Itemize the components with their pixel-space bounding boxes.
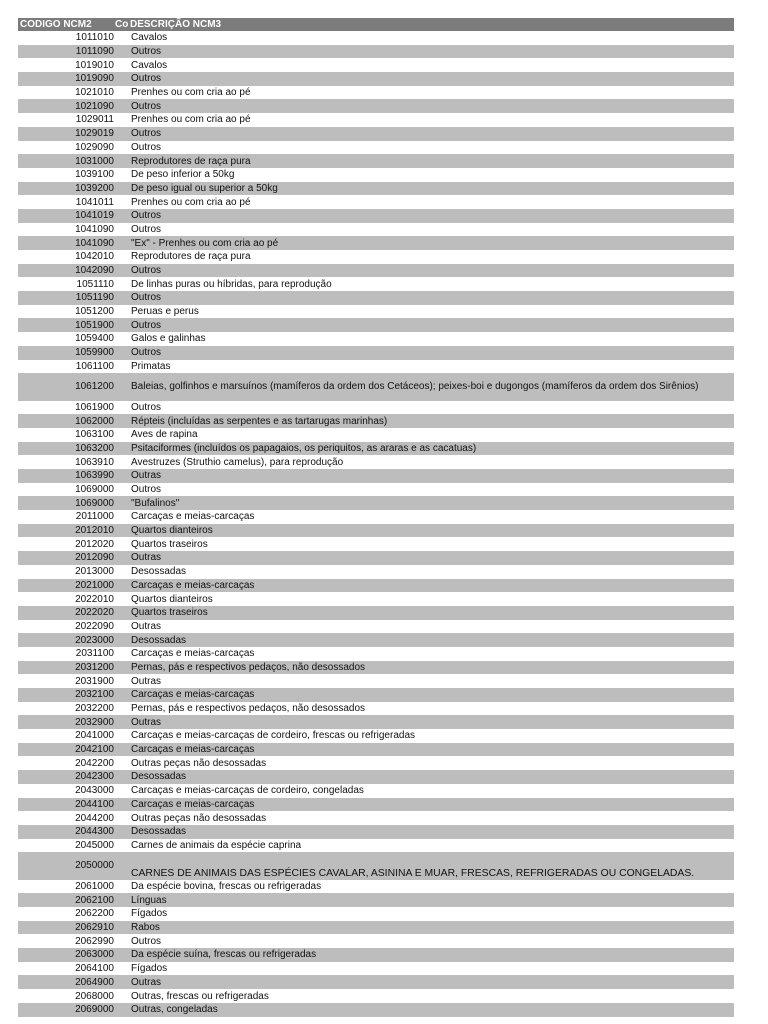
table-row <box>18 401 734 415</box>
description-cell: Outros <box>131 401 162 413</box>
description-cell: Outras, frescas ou refrigeradas <box>131 990 269 1002</box>
description-cell: Quartos dianteiros <box>131 525 213 537</box>
ncm-code-cell: 1069000 <box>75 484 114 496</box>
ncm-code-cell: 1063100 <box>75 429 114 441</box>
ncm-code-cell: 1019090 <box>75 73 114 85</box>
ncm-code-cell: 2062990 <box>75 935 114 947</box>
description-cell: Outros <box>131 100 162 112</box>
ncm-code-cell: 1019010 <box>75 59 114 71</box>
table-row <box>18 962 734 976</box>
table-row <box>18 442 734 456</box>
ncm-code-cell: 2041000 <box>75 730 114 742</box>
table-row <box>18 647 734 661</box>
description-cell: Carcaças e meias-carcaças de cordeiro, frescas ou refrigeradas <box>131 730 416 742</box>
ncm-code-cell: 2042100 <box>75 744 114 756</box>
ncm-code-cell: 1011090 <box>75 46 114 58</box>
ncm-code-cell: 2011000 <box>75 511 114 523</box>
description-cell: Baleias, golfinhos e marsuínos (mamíferos da ordem dos Cetáceos); peixes-boi e dugongos (mamíferos da ordem dos Sirênios) <box>131 381 699 393</box>
description-cell: Psitaciformes (incluídos os papagaios, os periquitos, as araras e as cacatuas) <box>131 442 477 454</box>
ncm-code-cell: 2012020 <box>75 538 114 550</box>
ncm-code-cell: 1042010 <box>75 251 114 263</box>
ncm-code-cell: 2062200 <box>75 908 114 920</box>
ncm-code-cell: 1041011 <box>75 196 114 208</box>
table-row <box>18 743 734 757</box>
description-cell: Reprodutores de raça pura <box>131 251 251 263</box>
table-row <box>18 469 734 483</box>
ncm-code-cell: 1021090 <box>75 100 114 112</box>
description-cell: Carcaças e meias-carcaças <box>131 579 255 591</box>
description-cell: Carcaças e meias-carcaças <box>131 798 255 810</box>
ncm-code-cell: 1051200 <box>75 306 114 318</box>
table-row <box>18 86 734 100</box>
ncm-code-cell: 1051190 <box>75 292 114 304</box>
table-row <box>18 565 734 579</box>
description-cell: Desossadas <box>131 566 187 578</box>
table-row <box>18 1003 734 1017</box>
table-row <box>18 360 734 374</box>
ncm-code-cell: 2043000 <box>75 785 114 797</box>
ncm-code-cell: 2042300 <box>75 771 114 783</box>
description-cell: Outros <box>131 223 162 235</box>
ncm-code-cell: 2064100 <box>75 963 114 975</box>
table-row <box>18 852 734 879</box>
ncm-code-cell: 2045000 <box>75 839 114 851</box>
description-cell: Prenhes ou com cria ao pé <box>131 114 251 126</box>
description-cell: Outras <box>131 675 162 687</box>
description-cell: Quartos dianteiros <box>131 593 213 605</box>
table-row <box>18 934 734 948</box>
description-cell: Da espécie suína, frescas ou refrigeradas <box>131 949 317 961</box>
ncm-code-cell: 1063990 <box>75 470 114 482</box>
table-row <box>18 250 734 264</box>
table-row <box>18 880 734 894</box>
description-cell: Quartos traseiros <box>131 607 208 619</box>
ncm-code-cell: 1011010 <box>75 32 114 44</box>
ncm-code-cell: 2022010 <box>75 593 114 605</box>
table-row <box>18 975 734 989</box>
ncm-code-cell: 1062000 <box>75 415 114 427</box>
table-row <box>18 141 734 155</box>
description-cell: "Bufalinos" <box>131 497 180 509</box>
table-row <box>18 127 734 141</box>
table-row <box>18 318 734 332</box>
description-cell: Outros <box>131 484 162 496</box>
table-row <box>18 948 734 962</box>
description-cell: Carcaças e meias-carcaças de cordeiro, congeladas <box>131 785 364 797</box>
description-cell: Outras, congeladas <box>131 1004 218 1016</box>
ncm-code-cell: 1069000 <box>75 497 114 509</box>
table-row <box>18 729 734 743</box>
description-cell: Prenhes ou com cria ao pé <box>131 87 251 99</box>
description-cell: Outras <box>131 552 162 564</box>
description-cell: CARNES DE ANIMAIS DAS ESPÉCIES CAVALAR, ASININA E MUAR, FRESCAS, REFRIGERADAS OU CONGELADAS. <box>131 867 695 879</box>
description-cell: Outras <box>131 620 162 632</box>
header-truncated-column: Co <box>115 19 129 30</box>
description-cell: Carnes de animais da espécie caprina <box>131 839 302 851</box>
ncm-code-cell: 2069000 <box>75 1004 114 1016</box>
table-row <box>18 414 734 428</box>
table-row <box>18 113 734 127</box>
ncm-code-cell: 2031100 <box>75 648 114 660</box>
description-cell: Fígados <box>131 963 168 975</box>
description-cell: Carcaças e meias-carcaças <box>131 648 255 660</box>
ncm-code-cell: 1061900 <box>75 401 114 413</box>
description-cell: Outras peças não desossadas <box>131 812 267 824</box>
description-cell: Outros <box>131 265 162 277</box>
table-row <box>18 839 734 853</box>
ncm-code-cell: 1042090 <box>75 265 114 277</box>
ncm-code-cell: 1051900 <box>75 319 114 331</box>
description-cell: Desossadas <box>131 826 187 838</box>
description-cell: De peso igual ou superior a 50kg <box>131 182 278 194</box>
table-row <box>18 223 734 237</box>
ncm-code-cell: 2013000 <box>75 566 114 578</box>
ncm-code-cell: 2063000 <box>75 949 114 961</box>
table-row <box>18 264 734 278</box>
description-cell: Outros <box>131 141 162 153</box>
table-row <box>18 182 734 196</box>
ncm-code-cell: 1041019 <box>75 210 114 222</box>
ncm-code-cell: 1041090 <box>75 237 114 249</box>
table-row <box>18 825 734 839</box>
ncm-code-cell: 2068000 <box>75 990 114 1002</box>
description-cell: Outras <box>131 470 162 482</box>
ncm-code-cell: 2064900 <box>75 976 114 988</box>
description-cell: Línguas <box>131 894 167 906</box>
description-cell: De linhas puras ou híbridas, para reprodução <box>131 278 332 290</box>
table-row <box>18 72 734 86</box>
table-row <box>18 537 734 551</box>
table-row <box>18 921 734 935</box>
description-cell: Carcaças e meias-carcaças <box>131 511 255 523</box>
ncm-code-cell: 1031000 <box>75 155 114 167</box>
ncm-table <box>18 18 734 1017</box>
description-cell: Outros <box>131 935 162 947</box>
description-cell: Outros <box>131 128 162 140</box>
description-cell: Outros <box>131 46 162 58</box>
table-row <box>18 989 734 1003</box>
description-cell: Rabos <box>131 922 160 934</box>
ncm-code-cell: 1063200 <box>75 442 114 454</box>
table-header <box>18 18 734 31</box>
description-cell: Outros <box>131 210 162 222</box>
description-cell: Outras peças não desossadas <box>131 757 267 769</box>
table-row <box>18 756 734 770</box>
table-row <box>18 620 734 634</box>
table-row <box>18 346 734 360</box>
description-cell: Reprodutores de raça pura <box>131 155 251 167</box>
table-row <box>18 209 734 223</box>
description-cell: Répteis (incluídas as serpentes e as tartarugas marinhas) <box>131 415 388 427</box>
description-cell: "Ex" - Prenhes ou com cria ao pé <box>131 237 279 249</box>
description-cell: Carcaças e meias-carcaças <box>131 689 255 701</box>
ncm-code-cell: 1029019 <box>75 128 114 140</box>
table-row <box>18 661 734 675</box>
ncm-code-cell: 2022090 <box>75 620 114 632</box>
table-row <box>18 168 734 182</box>
description-cell: Da espécie bovina, frescas ou refrigeradas <box>131 881 322 892</box>
header-codigo-ncm2: CODIGO NCM2 <box>20 19 92 30</box>
ncm-code-cell: 2050000 <box>75 860 114 872</box>
ncm-code-cell: 2021000 <box>75 579 114 591</box>
table-row <box>18 332 734 346</box>
description-cell: Avestruzes (Struthio camelus), para reprodução <box>131 456 344 468</box>
ncm-code-cell: 1041090 <box>75 223 114 235</box>
ncm-code-cell: 1063910 <box>75 456 114 468</box>
description-cell: Outras <box>131 716 162 728</box>
table-row <box>18 715 734 729</box>
table-row <box>18 633 734 647</box>
ncm-code-cell: 1059900 <box>75 347 114 359</box>
description-cell: Desossadas <box>131 634 187 646</box>
table-row <box>18 455 734 469</box>
description-cell: Outras <box>131 976 162 988</box>
ncm-code-cell: 2012090 <box>75 552 114 564</box>
table-row <box>18 58 734 72</box>
description-cell: Carcaças e meias-carcaças <box>131 744 255 756</box>
ncm-code-cell: 2062100 <box>75 894 114 906</box>
description-cell: Outros <box>131 73 162 85</box>
table-row <box>18 154 734 168</box>
description-cell: Pernas, pás e respectivos pedaços, não desossados <box>131 703 366 715</box>
table-row <box>18 195 734 209</box>
description-cell: Galos e galinhas <box>131 333 206 345</box>
ncm-code-cell: 1039200 <box>75 182 114 194</box>
description-cell: Aves de rapina <box>131 429 198 441</box>
table-row <box>18 524 734 538</box>
ncm-code-cell: 2022020 <box>75 607 114 619</box>
ncm-code-cell: 2032900 <box>75 716 114 728</box>
description-cell: Outros <box>131 292 162 304</box>
table-row <box>18 811 734 825</box>
table-row <box>18 510 734 524</box>
table-row <box>18 784 734 798</box>
table-row <box>18 702 734 716</box>
ncm-code-cell: 2062910 <box>75 922 114 934</box>
ncm-code-cell: 2012010 <box>75 525 114 537</box>
ncm-code-cell: 1021010 <box>75 87 114 99</box>
table-row <box>18 428 734 442</box>
ncm-code-cell: 2061000 <box>75 881 114 892</box>
ncm-code-cell: 2031900 <box>75 675 114 687</box>
description-cell: Primatas <box>131 360 171 372</box>
ncm-code-cell: 2023000 <box>75 634 114 646</box>
table-body <box>18 31 734 1017</box>
table-row <box>18 907 734 921</box>
ncm-code-cell: 1051110 <box>76 278 114 290</box>
ncm-code-cell: 2042200 <box>75 757 114 769</box>
table-row <box>18 674 734 688</box>
table-row <box>18 688 734 702</box>
ncm-code-cell: 2031200 <box>75 661 114 673</box>
table-row <box>18 483 734 497</box>
ncm-code-cell: 2032200 <box>75 703 114 715</box>
table-row <box>18 798 734 812</box>
table-row <box>18 606 734 620</box>
ncm-code-cell: 1059400 <box>75 333 114 345</box>
table-row <box>18 373 734 400</box>
table-row <box>18 592 734 606</box>
ncm-code-cell: 2044100 <box>75 798 114 810</box>
description-cell: Desossadas <box>131 771 187 783</box>
table-row <box>18 551 734 565</box>
table-row <box>18 31 734 45</box>
table-row <box>18 236 734 250</box>
description-cell: Outros <box>131 319 162 331</box>
ncm-code-cell: 2044200 <box>75 812 114 824</box>
description-cell: Prenhes ou com cria ao pé <box>131 196 251 208</box>
ncm-code-cell: 1061200 <box>75 381 114 393</box>
description-cell: De peso inferior a 50kg <box>131 169 235 181</box>
table-row <box>18 291 734 305</box>
ncm-code-cell: 1061100 <box>75 360 114 372</box>
ncm-code-cell: 1029090 <box>75 141 114 153</box>
ncm-code-cell: 2032100 <box>75 689 114 701</box>
description-cell: Peruas e perus <box>131 306 199 318</box>
description-cell: Cavalos <box>131 59 168 71</box>
description-cell: Fígados <box>131 908 168 920</box>
table-row <box>18 496 734 510</box>
header-descricao-ncm3: DESCRIÇÃO NCM3 <box>130 19 222 30</box>
table-row <box>18 277 734 291</box>
ncm-code-cell: 1039100 <box>75 169 114 181</box>
description-cell: Quartos traseiros <box>131 538 208 550</box>
description-cell: Cavalos <box>131 32 168 44</box>
table-row <box>18 579 734 593</box>
table-row <box>18 893 734 907</box>
table-row <box>18 770 734 784</box>
table-row <box>18 99 734 113</box>
table-row <box>18 45 734 59</box>
description-cell: Pernas, pás e respectivos pedaços, não desossados <box>131 661 366 673</box>
ncm-code-cell: 1029011 <box>75 114 114 126</box>
description-cell: Outros <box>131 347 162 359</box>
ncm-code-cell: 2044300 <box>75 826 114 838</box>
table-row <box>18 305 734 319</box>
